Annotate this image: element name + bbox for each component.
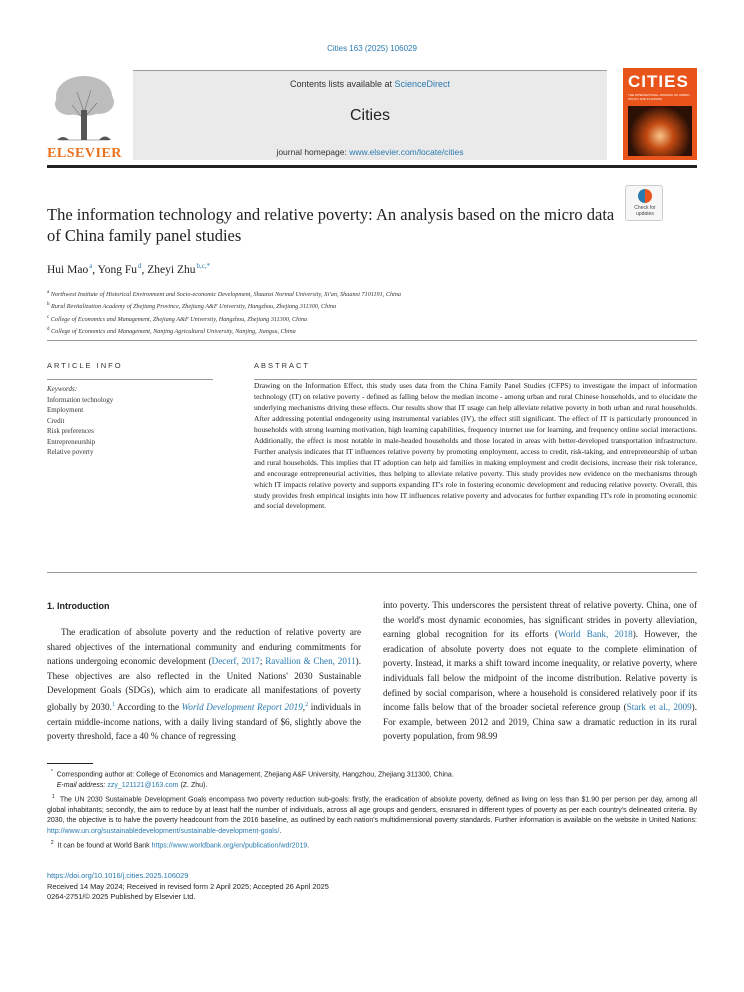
contents-available-line [133, 79, 607, 89]
body-paragraph: The eradication of absolute poverty and the reduction of relative poverty are shared objectives of the international community and enduring commitments for nations undergoing economic development (Decerf, 2017; Ravallion & Chen, 2011). These objectives are also reflected in the United Nations' 2030 Sustainable Development Goals (SDGs), which aim to eradicate all manifestations of poverty globally by 2030.$^1$ According to the World Development Report 2019,$^2$ individuals in certain middle-income nations, with a daily living standard of $6, slightly above the poverty threshold, face a 40 % chance of regressing [47, 627, 361, 742]
section-divider [47, 340, 697, 341]
footnote-link[interactable]: https://www.worldbank.org/en/publication/wdr2019 [151, 842, 308, 850]
affiliation-mark: d [47, 327, 50, 333]
keyword-item: Credit [47, 416, 65, 425]
doi-link[interactable]: https://doi.org/10.1016/j.cities.2025.106029 [47, 871, 189, 880]
journal-cover-thumbnail[interactable] [623, 68, 697, 160]
publication-history: Received 14 May 2024; Received in revised form 2 April 2025; Accepted 26 April 2025 [47, 881, 329, 891]
article-info-rule [47, 379, 213, 380]
author-list: Hui Mao $^a$, Yong Fu $^d$, Zheyi Zhu $^{b,c,*}$ [47, 262, 211, 276]
journal-homepage-line [133, 147, 607, 157]
body-text: ). For example, between 2012 and 2019, China saw a dramatic reduction in its rural poverty population, from 98.99 [383, 702, 697, 742]
body-text: ; [259, 656, 266, 667]
affiliation-item [47, 288, 697, 300]
affiliation-list [47, 288, 697, 337]
abstract-heading: ABSTRACT [254, 361, 311, 370]
affiliation-text: College of Economics and Management, Zhejiang A&F University, Hangzhou, Zhejiang 311300, China [50, 315, 308, 323]
citation-link[interactable]: Decerf, 2017 [211, 656, 260, 667]
citation-link[interactable]: World Development Report 2019 [181, 702, 303, 713]
keyword-item: Entrepreneurship [47, 437, 96, 446]
citation-link[interactable]: Ravallion & Chen, 2011 [265, 656, 356, 667]
sciencedirect-link[interactable]: ScienceDirect [394, 79, 451, 89]
footnote-ref[interactable]: 2 [305, 701, 309, 708]
section-divider [47, 572, 697, 573]
footnote-1: $^1$ The UN 2030 Sustainable Development Goals encompass two poverty reduction sub-goals: firstly, the eradication of absolute poverty, defined as living on less than $1.90 per person per day, among all global inhabitants; secondly, the aim to reduce by at least half the number of individuals, across all age groups and genders, ensnared in different types of poverty as per each country's delineated criteria. By 2030, the objective is to halve the poverty headcount from the 2016 baseline, as outlined by each nation's multidimensional poverty standards. Further information is available on the website in United Nations: http://www.un.org/sustainabledevelopment/sustainable-development-goals/. [47, 793, 698, 836]
footnote-area [47, 767, 697, 852]
footnote-link[interactable]: http://www.un.org/sustainabledevelopment/sustainable-development-goals/ [47, 828, 280, 836]
author-affiliation-mark[interactable]: a [89, 262, 93, 270]
crossmark-icon [638, 189, 652, 203]
email-link[interactable]: zzy_121121@163.com [107, 782, 179, 790]
author-affiliation-mark[interactable]: d [138, 262, 142, 270]
email-label: E-mail address: [56, 782, 108, 790]
author-name[interactable]: Yong Fu [97, 263, 138, 276]
keyword-item: Information technology [47, 395, 114, 404]
footnote-email [47, 781, 697, 792]
copyright-line: 0264-2751/© 2025 Published by Elsevier Ltd. [47, 892, 196, 902]
cover-title: CITIES [628, 72, 689, 91]
keywords-label: Keywords: [47, 385, 78, 393]
affiliation-text: Northwest Institute of Historical Environment and Socio-economic Development, Shaanxi Normal University, Xi'an, Shaanxi 7101191, China [50, 291, 401, 299]
affiliation-mark: c [47, 314, 50, 320]
elsevier-wordmark: ELSEVIER [47, 146, 122, 161]
check-for-updates-label: Check for updates [634, 205, 656, 217]
author-affiliation-mark[interactable]: b,c,* [196, 262, 211, 270]
keyword-item: Employment [47, 406, 84, 414]
journal-masthead [133, 70, 607, 160]
affiliation-mark: b [47, 302, 50, 308]
keyword-list [47, 384, 113, 458]
footnote-text: . [279, 828, 282, 836]
body-column-right [383, 598, 697, 744]
citation-link[interactable]: World Bank, 2018 [557, 629, 633, 640]
keyword-item: Relative poverty [47, 448, 94, 456]
affiliation-item [47, 313, 697, 325]
body-text: According to the [114, 702, 182, 713]
body-text: The eradication of absolute poverty and the reduction of relative poverty are shared objectives of the international community and enduring commitments for nations undergoing economic development ( [47, 627, 361, 667]
publication-info [47, 871, 329, 903]
cover-image [628, 106, 692, 156]
journal-name: Cities [349, 107, 390, 124]
homepage-prefix: journal homepage: [276, 147, 350, 157]
header-rule [47, 165, 697, 168]
footnote-text: The UN 2030 Sustainable Development Goals encompass two poverty reduction sub-goals: firstly, the eradication of absolute poverty, defined as living on less than $1.90 per person per day, among all global inhabitants; secondly, the aim to reduce by at least half the number of individuals, across all age groups and genders, ensnared in different types of poverty as per each country's delineated criteria. By 2030, the objective is to halve the poverty headcount from the 2016 baseline, as outlined by each nation's multidimensional poverty standards. Further information is available on the website in United Nations: [47, 796, 698, 825]
abstract-rule [254, 379, 697, 380]
journal-reference[interactable]: Cities 163 (2025) 106029 [327, 44, 417, 53]
abstract-body: Drawing on the Information Effect, this study uses data from the China Family Panel Studies (CFPS) to investigate the impact of information technology (IT) on relative poverty - defined as falling below the median income - among urban and rural Chinese households, and to elucidate the underlying mechanisms driving these effects. Our results show that IT usage can help alleviate relative poverty in both urban and rural households. After addressing potential endogeneity using instrumental variables (IV), the effect still significant. The effect of IT is particularly pronounced in households with strong learning motivation, high learning capabilities, frequency internet use for learning, and frequency online social interactions. Additionally, the effect is most notable in male-headed households and those located in areas with better-developed transportation infrastructure. Further analysis indicates that IT influences relative poverty by promoting employment, access to credit, risk-taking, and entrepreneurship of urban and rural households. This implies that IT adoption can help aid families in making employment and credit decisions, increase their risk tolerance, and encourage entrepreneurial activities, thus helping to alleviate relative poverty. This study provides new evidence on the mechanisms through which IT impacts relative poverty and supports expanding IT's role in fostering economic development and reducing relative poverty. Overall, this study provides fresh empirical insights into how IT influences relative poverty and advocates for further expanding IT's role in promoting economic and social development. [254, 381, 697, 511]
footnote-corresponding: * Corresponding author at: College of Economics and Management, Zhejiang A&F University, Hangzhou, Zhejiang 311300, China. [50, 769, 454, 779]
author-name[interactable]: Hui Mao [47, 263, 89, 276]
author-name[interactable]: Zheyi Zhu [147, 263, 196, 276]
body-text: ). However, the eradication of absolute poverty does not equate to the complete elimination of poverty. Instead, it marks a shift toward income inequality, or relative poverty, where individuals fall below the midpoint of the income distribution. Relative poverty is defined by social comparison, where a household is considered relatively poor if its income falls below that of the broader societal reference group ( [383, 629, 697, 713]
body-column-left [47, 625, 361, 744]
footnote-text: . [307, 842, 310, 850]
introduction-heading: 1. Introduction [47, 601, 110, 611]
footnote-text: Corresponding author at: College of Economics and Management, Zhejiang A&F University, Hangzhou, Zhejiang 311300, China. [56, 771, 454, 779]
article-info-heading: ARTICLE INFO [47, 361, 123, 370]
footnote-2: $^2$ It can be found at World Bank https://www.worldbank.org/en/publication/wdr2019. [50, 839, 310, 850]
affiliation-mark: a [47, 290, 50, 295]
footnote-ref[interactable]: 1 [111, 701, 115, 708]
footnote-text: It can be found at World Bank [57, 842, 152, 850]
footnote-rule [47, 763, 93, 764]
citation-link[interactable]: Stark et al., 2009 [626, 702, 692, 713]
body-text: into poverty. This underscores the persistent threat of relative poverty. China, one of the world's most dynamic economies, has significant strides in poverty alleviation, earning global recognition for its efforts ( [383, 600, 697, 640]
body-paragraph [383, 598, 697, 744]
affiliation-text: College of Economics and Management, Nanjing Agricultural University, Nanjing, Jiangsu, China [51, 328, 296, 336]
affiliation-text: Rural Revitalization Academy of Zhejiang Province, Zhejiang A&F University, Hangzhou, Zhejiang 311300, China [51, 303, 337, 311]
article-title: The information technology and relative poverty: An analysis based on the micro data of China family panel studies [47, 205, 615, 245]
cover-subtitle: THE INTERNATIONAL JOURNAL OF URBAN POLICY AND PLANNING [628, 93, 690, 101]
affiliation-item [47, 325, 697, 337]
journal-homepage-link[interactable]: www.elsevier.com/locate/cities [349, 147, 464, 157]
body-text: individuals in certain middle-income nations, with a daily living standard of $6, slightly above the poverty threshold, face a 40 % chance of regressing [47, 702, 361, 742]
contents-prefix: Contents lists available at [289, 79, 395, 89]
affiliation-item [47, 300, 697, 312]
keyword-item: Risk preferences [47, 427, 94, 435]
footnote-text: (Z. Zhu). [178, 782, 208, 790]
check-for-updates-button[interactable] [625, 185, 663, 221]
body-text: ). These objectives are also reflected in the United Nations' 2030 Sustainable Development Goals (SDGs), which aim to eradicate all manifestations of poverty globally by 2030. [47, 656, 361, 713]
